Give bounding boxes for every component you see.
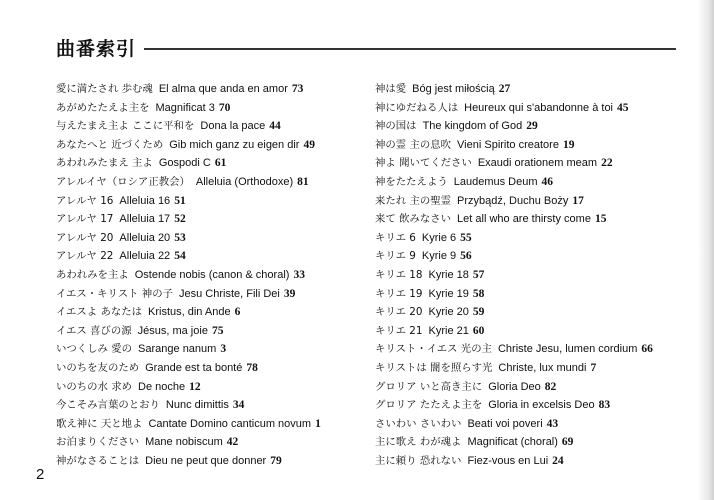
index-entry [56, 229, 368, 248]
index-entry [375, 433, 695, 452]
index-entry [375, 173, 695, 192]
entry-original-title: Laudemus Deum [453, 175, 538, 188]
entry-original-title: Alleluia 16 [119, 194, 171, 207]
entry-song-number: 53 [174, 231, 186, 244]
entry-original-title: Grande est ta bonté [145, 361, 243, 374]
index-entry [375, 154, 695, 173]
entry-japanese-title: アレルヤ 22 [56, 250, 114, 263]
entry-song-number: 81 [297, 175, 309, 188]
index-entry [375, 322, 695, 341]
page-title: 曲番索引 [56, 37, 137, 60]
index-entry [56, 396, 368, 415]
entry-original-title: Let all who are thirsty come [457, 213, 591, 226]
index-entry [375, 285, 695, 304]
index-column-left [56, 80, 368, 470]
entry-song-number: 66 [641, 343, 653, 356]
index-entry [56, 340, 368, 359]
index-entry [375, 452, 695, 471]
entry-japanese-title: アレルヤ 16 [56, 194, 114, 207]
entry-original-title: Alleluia 17 [119, 213, 171, 226]
entry-japanese-title: キリエ 18 [375, 268, 423, 281]
index-entry [56, 285, 368, 304]
entry-japanese-title: キリストは 闇を照らす光 [375, 361, 493, 374]
index-column-right [375, 80, 695, 470]
entry-song-number: 51 [174, 194, 186, 207]
entry-song-number: 59 [472, 306, 485, 319]
entry-original-title: Gib mich ganz zu eigen dir [169, 138, 300, 151]
entry-original-title: Jesu Christe, Fili Dei [178, 287, 280, 300]
index-entry [56, 322, 368, 341]
entry-song-number: 3 [220, 343, 227, 356]
entry-song-number: 57 [472, 268, 485, 281]
entry-song-number: 43 [546, 417, 559, 430]
entry-japanese-title: 今こそみ言葉のとおり [56, 399, 160, 412]
index-entry [56, 173, 368, 192]
entry-original-title: Kyrie 21 [428, 324, 469, 337]
entry-japanese-title: いのちを友のため [56, 361, 140, 374]
entry-song-number: 29 [526, 120, 538, 133]
entry-original-title: Magnificat 3 [155, 101, 215, 114]
entry-japanese-title: キリエ 6 [375, 231, 416, 244]
entry-japanese-title: お泊まりください [56, 436, 140, 449]
entry-original-title: Kyrie 20 [428, 306, 469, 319]
index-entry [375, 359, 695, 378]
entry-japanese-title: あわれみたまえ 主よ [56, 157, 153, 170]
entry-japanese-title: 与えたまえ主よ ここに平和を [56, 120, 195, 133]
index-entry [375, 247, 695, 266]
entry-original-title: Fiez-vous en Lui [467, 454, 549, 467]
entry-original-title: Cantate Domino canticum novum [148, 417, 312, 430]
entry-song-number: 82 [544, 380, 557, 393]
index-entry [56, 192, 368, 211]
entry-japanese-title: 神の霊 主の息吹 [375, 138, 452, 151]
entry-song-number: 33 [293, 268, 305, 281]
index-entry [375, 266, 695, 285]
entry-original-title: Dieu ne peut que donner [145, 454, 267, 467]
entry-song-number: 60 [472, 324, 485, 337]
entry-song-number: 34 [232, 399, 245, 412]
entry-song-number: 83 [598, 399, 611, 412]
entry-japanese-title: 神にゆだねる人は [375, 101, 459, 114]
index-entry [56, 452, 368, 471]
entry-song-number: 6 [234, 306, 241, 319]
entry-song-number: 54 [174, 250, 186, 263]
index-entry [56, 359, 368, 378]
entry-original-title: Przybądź, Duchu Boży [457, 194, 569, 207]
index-entry [56, 136, 368, 155]
entry-japanese-title: グロリア たたえよ主を [375, 399, 483, 412]
index-entry [56, 303, 368, 322]
entry-japanese-title: アレルヤ 17 [56, 213, 114, 226]
entry-original-title: Christe, lux mundi [498, 361, 587, 374]
entry-song-number: 15 [594, 213, 607, 226]
index-entry [56, 99, 368, 118]
entry-song-number: 55 [460, 231, 472, 244]
entry-japanese-title: あわれみを主よ [56, 268, 129, 281]
entry-song-number: 61 [214, 157, 227, 170]
entry-japanese-title: 愛に満たされ 歩む魂 [56, 83, 153, 95]
entry-original-title: Kyrie 6 [421, 231, 457, 244]
index-entry [375, 415, 695, 434]
entry-original-title: Alleluia 22 [119, 250, 171, 263]
entry-song-number: 1 [315, 417, 321, 430]
index-entry [375, 340, 695, 359]
index-entry [375, 396, 695, 415]
entry-japanese-title: あがめたたえよ主を [56, 101, 150, 114]
entry-original-title: Alleluia 20 [119, 231, 171, 244]
entry-japanese-title: イエス 喜びの源 [56, 324, 132, 337]
entry-song-number: 78 [246, 361, 258, 374]
entry-song-number: 17 [572, 194, 584, 207]
entry-japanese-title: キリエ 20 [375, 306, 423, 319]
entry-japanese-title: あなたへと 近づくため [56, 138, 164, 151]
entry-song-number: 19 [562, 138, 575, 151]
index-entry [375, 136, 695, 155]
entry-song-number: 75 [211, 324, 224, 337]
entry-original-title: Kyrie 9 [421, 250, 457, 263]
entry-japanese-title: イエスよ あなたは [56, 306, 143, 319]
entry-japanese-title: キリスト・イエス 光の主 [375, 343, 492, 356]
entry-original-title: Gloria Deo [488, 380, 541, 393]
entry-original-title: Bóg jest miłością [412, 83, 495, 95]
index-entry [56, 154, 368, 173]
entry-song-number: 58 [472, 287, 485, 300]
entry-song-number: 49 [303, 138, 315, 151]
entry-song-number: 42 [226, 436, 239, 449]
entry-japanese-title: グロリア いと高き主に [375, 380, 483, 393]
entry-japanese-title: さいわい さいわい [375, 417, 462, 430]
entry-japanese-title: 歌え神に 天と地よ [56, 417, 143, 430]
entry-japanese-title: イエス・キリスト 神の子 [56, 287, 173, 300]
entry-japanese-title: キリエ 21 [375, 324, 423, 337]
entry-original-title: Sarange nanum [138, 343, 217, 356]
entry-song-number: 7 [590, 361, 597, 374]
entry-japanese-title: 神よ 聞いてください [375, 157, 472, 170]
entry-song-number: 79 [270, 454, 282, 467]
entry-original-title: Ostende nobis (canon & choral) [134, 268, 290, 281]
index-entry [375, 99, 695, 118]
index-entry [375, 117, 695, 136]
entry-japanese-title: アレルイヤ（ロシア正教会） [56, 175, 190, 188]
entry-japanese-title: 神がなさることは [56, 454, 140, 467]
index-entry [375, 303, 695, 322]
index-entry [56, 210, 368, 229]
title-row [56, 33, 676, 61]
entry-japanese-title: 来て 飲みなさい [375, 213, 452, 226]
entry-japanese-title: キリエ 9 [375, 250, 416, 263]
entry-japanese-title: 来たれ 主の聖霊 [375, 194, 452, 207]
entry-song-number: 56 [460, 250, 472, 263]
entry-song-number: 45 [617, 101, 629, 114]
entry-original-title: The kingdom of God [422, 120, 523, 133]
entry-original-title: Nunc dimittis [165, 399, 229, 412]
entry-original-title: Beati voi poveri [467, 417, 543, 430]
entry-japanese-title: アレルヤ 20 [56, 231, 114, 244]
entry-original-title: Kristus, din Ande [148, 306, 231, 319]
entry-japanese-title: 神をたたえよう [375, 175, 448, 188]
entry-song-number: 27 [498, 83, 511, 95]
entry-original-title: Exaudi orationem meam [477, 157, 598, 170]
index-entry [375, 210, 695, 229]
entry-song-number: 39 [283, 287, 296, 300]
index-entry [56, 415, 368, 434]
entry-japanese-title: いのちの水 求め [56, 380, 133, 393]
entry-original-title: De noche [138, 380, 186, 393]
entry-song-number: 46 [541, 175, 554, 188]
index-entry [375, 80, 695, 99]
entry-japanese-title: 神は愛 [375, 83, 407, 95]
entry-original-title: El alma que anda en amor [158, 83, 288, 95]
index-entry [56, 433, 368, 452]
entry-song-number: 70 [218, 101, 231, 114]
entry-original-title: Kyrie 19 [428, 287, 469, 300]
title-rule [144, 48, 676, 50]
index-entry [375, 229, 695, 248]
entry-song-number: 12 [189, 380, 201, 393]
entry-original-title: Gospodi C [158, 157, 211, 170]
entry-song-number: 24 [552, 454, 564, 467]
entry-original-title: Heureux qui s'abandonne à toi [464, 101, 614, 114]
entry-original-title: Gloria in excelsis Deo [488, 399, 595, 412]
index-entry [56, 378, 368, 397]
index-entry [56, 247, 368, 266]
entry-original-title: Kyrie 18 [428, 268, 469, 281]
entry-original-title: Alleluia (Orthodoxe) [195, 175, 294, 188]
entry-song-number: 52 [174, 213, 186, 226]
index-entry [56, 117, 368, 136]
index-entry [375, 378, 695, 397]
index-entry [375, 192, 695, 211]
page-number: 2 [36, 466, 45, 483]
entry-song-number: 73 [291, 83, 304, 95]
entry-original-title: Vieni Spirito creatore [457, 138, 559, 151]
index-entry [56, 80, 368, 99]
entry-japanese-title: キリエ 19 [375, 287, 423, 300]
entry-original-title: Mane nobiscum [145, 436, 223, 449]
entry-original-title: Jésus, ma joie [137, 324, 208, 337]
entry-original-title: Magnificat (choral) [467, 436, 558, 449]
entry-song-number: 44 [269, 120, 281, 133]
entry-song-number: 69 [561, 436, 574, 449]
entry-japanese-title: 主に歌え わが魂よ [375, 436, 462, 449]
entry-song-number: 22 [601, 157, 613, 170]
index-entry [56, 266, 368, 285]
entry-japanese-title: 神の国は [375, 120, 417, 133]
entry-japanese-title: いつくしみ 愛の [56, 343, 133, 356]
entry-original-title: Christe Jesu, lumen cordium [497, 343, 638, 356]
entry-original-title: Dona la pace [200, 120, 266, 133]
book-spine-shadow [698, 0, 714, 500]
entry-japanese-title: 主に頼り 恐れない [375, 454, 462, 467]
